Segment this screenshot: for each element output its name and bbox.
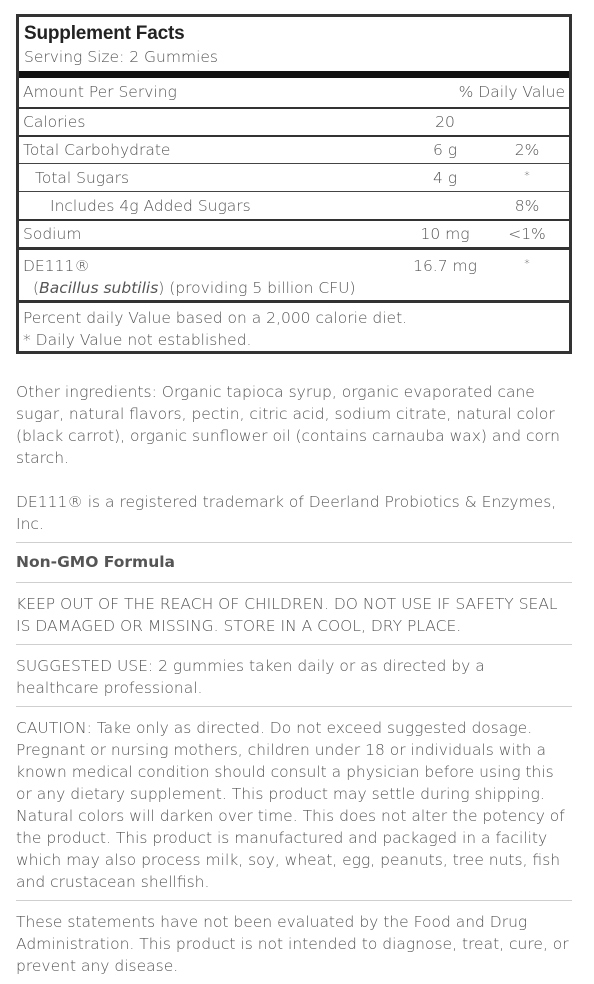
nutrient-amount: 20 <box>435 113 455 131</box>
thick-divider <box>19 71 569 78</box>
nutrient-amount: 10 mg <box>420 225 470 243</box>
supplement-facts-panel <box>16 14 572 354</box>
nutrient-dv: <1% <box>508 225 546 243</box>
serving-size: Serving Size: 2 Gummies <box>24 48 218 66</box>
probiotic-cfu: ) (providing 5 billion CFU) <box>158 279 356 297</box>
caution-text: CAUTION: Take only as directed. Do not exceed suggested dosage. Pregnant or nursing mothers, children under 18 or individuals with a known medical condition should consult a physician before using this or any dietary supplement. This product may settle during shipping. Natural colors will darken over time. This does not alter the potency of the product. This product is manufactured and packaged in a facility which may also process milk, soy, wheat, egg, peanuts, tree nuts, fish and crustacean shellfish. <box>16 719 565 891</box>
probiotic-detail <box>33 279 356 297</box>
row-divider <box>19 219 569 221</box>
footnote-daily-value: Percent daily Value based on a 2,000 calorie diet. <box>23 309 408 327</box>
nutrient-name: Sodium <box>23 225 82 243</box>
nutrient-name: Calories <box>23 113 86 131</box>
non-gmo-heading: Non-GMO Formula <box>16 553 176 571</box>
section-divider <box>16 900 572 901</box>
nutrient-name: Total Sugars <box>35 169 130 187</box>
row-divider <box>19 247 569 250</box>
facts-title: Supplement Facts <box>24 23 185 44</box>
open-paren: ( <box>33 279 40 297</box>
nutrient-dv: * <box>524 169 530 182</box>
daily-value-header: % Daily Value <box>458 83 565 101</box>
amount-per-serving-header: Amount Per Serving <box>23 83 177 101</box>
section-divider <box>16 542 572 543</box>
safety-warning: KEEP OUT OF THE REACH OF CHILDREN. DO NOT USE IF SAFETY SEAL IS DAMAGED OR MISSING. STORE IN A COOL, DRY PLACE. <box>16 595 558 635</box>
row-divider <box>19 300 569 303</box>
fda-disclaimer: These statements have not been evaluated by the Food and Drug Administration. This product is not intended to diagnose, treat, cure, or prevent any disease. <box>16 913 569 975</box>
suggested-use: SUGGESTED USE: 2 gummies taken daily or as directed by a healthcare professional. <box>16 657 485 697</box>
probiotic-species: Bacillus subtilis <box>39 279 159 297</box>
nutrient-amount: 6 g <box>432 141 458 159</box>
trademark-notice: DE111® is a registered trademark of Deerland Probiotics & Enzymes, Inc. <box>16 493 557 533</box>
nutrient-name: Includes 4g Added Sugars <box>50 197 251 215</box>
section-divider <box>16 582 572 583</box>
footnote-not-established: * Daily Value not established. <box>23 331 252 349</box>
row-divider <box>19 107 569 109</box>
nutrient-dv: 8% <box>514 197 540 215</box>
other-ingredients: Other ingredients: Organic tapioca syrup, organic evaporated cane sugar, natural flavors, pectin, citric acid, sodium citrate, natural color (black carrot), organic sunflower oil (contains carnauba wax) and corn starch. <box>16 383 560 467</box>
row-divider <box>19 191 569 192</box>
section-divider <box>16 706 572 707</box>
section-divider <box>16 644 572 645</box>
nutrient-dv: 2% <box>514 141 540 159</box>
probiotic-amount: 16.7 mg <box>413 257 477 275</box>
nutrient-amount: 4 g <box>432 169 458 187</box>
probiotic-name: DE111® <box>23 257 90 275</box>
row-divider <box>19 135 569 137</box>
probiotic-dv: * <box>524 257 530 270</box>
nutrient-name: Total Carbohydrate <box>23 141 171 159</box>
row-divider <box>19 163 569 164</box>
